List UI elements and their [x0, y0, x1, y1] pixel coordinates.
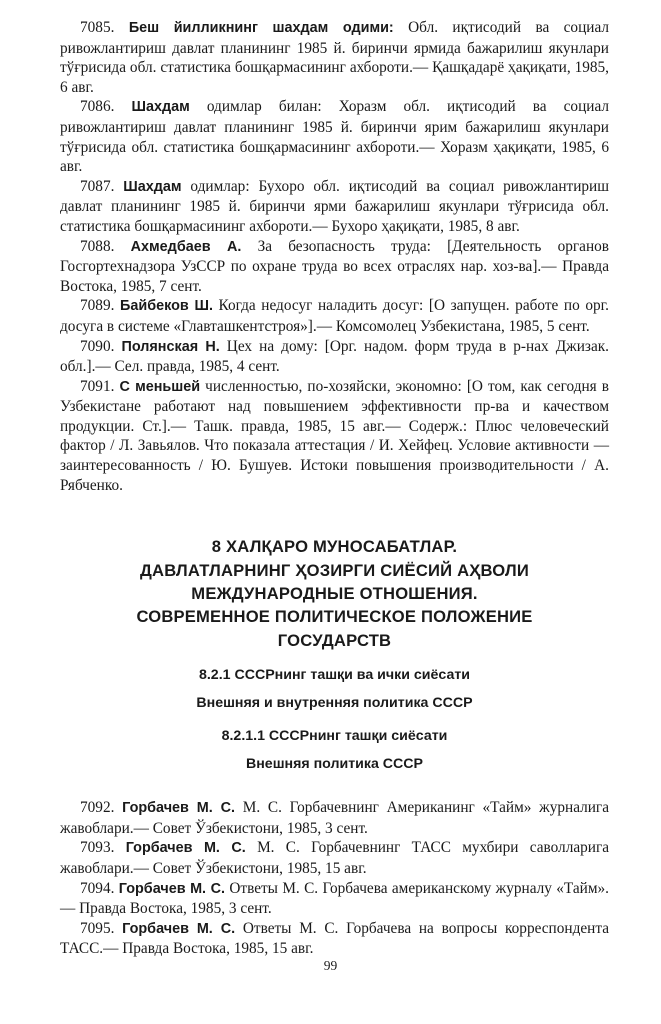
section-heading-line: 8 ХАЛҚАРО МУНОСАБАТЛАР. [211, 537, 458, 557]
entry-number: 7085. [80, 19, 115, 36]
entry-text: Ответы М. С. Горбачева американскому журналу «Тайм».— Правда Востока, 1985, 3 сент. [60, 879, 609, 918]
section-heading-line: МЕЖДУНАРОДНЫЕ ОТНОШЕНИЯ. [191, 584, 478, 604]
bibliography-entry [60, 296, 609, 336]
section-heading-line: ГОСУДАРСТВ [277, 630, 392, 650]
entry-text: За безопасность труда: [Деятельность органов Госгортехнадзора УзССР по охране труда во всех отраслях нар. хоз-ва].— Правда Востока, 1985, 7 сент. [60, 237, 609, 295]
section-heading-line: СОВРЕМЕННОЕ ПОЛИТИЧЕСКОЕ ПОЛОЖЕНИЕ [136, 607, 533, 627]
entry-number: 7091. [80, 377, 115, 395]
entry-author: Горбачев М. С. [122, 920, 236, 937]
bibliography-entry [60, 838, 609, 878]
entry-author: Горбачев М. С. [125, 840, 246, 857]
bibliography-entry [60, 919, 609, 959]
entry-text: Обл. иқтисодий ва социал ривожлантириш давлат планининг 1985 й. биринчи ярмида бажарилиш якунлари тўғрисида обл. статистика бошқармасининг ахбороти.— Қашқадарё ҳақиқати, 1985, 6 авг. [60, 19, 609, 96]
subsection-heading-ru: Внешняя и внутренняя политика СССР [196, 695, 473, 712]
entry-author: Полянская Н. [121, 338, 220, 355]
subsubsection-heading-uz: 8.2.1.1 СССРнинг ташқи сиёсати [221, 728, 448, 745]
entry-author: Горбачев М. С. [122, 800, 236, 817]
entry-text: Цех на дому: [Орг. надом. форм труда в р-нах Джизак. обл.].— Сел. правда, 1985, 4 сент. [60, 337, 609, 376]
entry-number: 7093. [80, 839, 115, 857]
entry-number: 7089. [80, 297, 115, 315]
entry-author: Горбачев М. С. [118, 880, 225, 897]
bibliography-entry [60, 377, 609, 496]
bibliography-entry [60, 97, 609, 176]
entry-text: М. С. Горбачевнинг Американинг «Тайм» журналига жавоблари.— Совет Ўзбекистони, 1985, 3 сент. [60, 799, 609, 837]
entry-number: 7095. [80, 919, 115, 937]
bibliography-entry [60, 337, 609, 377]
entry-text: Ответы М. С. Горбачева на вопросы корреспондента ТАСС.— Правда Востока, 1985, 15 авг. [60, 919, 610, 958]
entry-text: одимлар билан: Хоразм обл. иқтисодий ва социал ривожлантириш давлат планининг 1985 й. биринчи ярим бажарилиш якунлари тўғрисида обл. статистика бошқармасининг ахбороти.— Хоразм ҳақиқати, 1985, 6 авг. [60, 98, 610, 176]
entry-author: Шахдам [123, 178, 182, 195]
bibliography-entry [60, 18, 609, 97]
entries-top [60, 18, 609, 495]
section-heading-line: ДАВЛАТЛАРНИНГ ҲОЗИРГИ СИЁСИЙ АҲВОЛИ [140, 560, 529, 580]
entry-author: Ахмедбаев А. [130, 238, 242, 255]
entry-text: численностью, по-хозяйски, экономно: [О том, как сегодня в Узбекистане работают над повышением эффективности пр-ва и качеством продукции. Ст.].— Ташк. правда, 1985, 15 авг.— Содерж.: Плюс человеческий фактор / Л. Завьялов. Что показала аттестация / И. Хейфец. Условие активности — заинтересованность / Ю. Бушуев. Истоки повышения производительности / А. Рябченко. [60, 377, 609, 494]
subsection-heading-uz: 8.2.1 СССРнинг ташқи ва ички сиёсати [198, 667, 471, 684]
subsubsection-heading-ru: Внешняя политика СССР [245, 756, 424, 773]
entry-text: Когда недосуг наладить досуг: [О запущен. работе по орг. досуга в системе «Главташкентстроя»].— Комсомолец Узбекистана, 1985, 5 сент. [60, 297, 609, 335]
bibliography-entry [60, 237, 609, 297]
entry-author: С меньшей [119, 378, 201, 395]
page-number: 99 [323, 958, 338, 973]
entry-number: 7090. [80, 337, 115, 355]
entry-author: Беш йилликнинг шахдам одими: [128, 20, 394, 36]
entry-text: одимлар: Бухоро обл. иқтисодий ва социал ривожлантириш давлат планининг 1985 й. биринчи ярми бажарилиш якунлари тўғрисида обл. статистика бошқармасининг ахбороти.— Бухоро ҳақиқати, 1985, 8 авг. [60, 177, 609, 235]
entry-number: 7086. [80, 98, 115, 116]
entries-bottom [60, 798, 609, 959]
bibliography-entry [60, 879, 609, 919]
entry-author: Шахдам [131, 99, 190, 116]
entry-text: М. С. Горбачевнинг ТАСС мухбири саволларига жавоблари.— Совет Ўзбекистони, 1985, 15 авг. [60, 839, 610, 878]
entry-number: 7094. [80, 879, 115, 897]
entry-author: Байбеков Ш. [120, 298, 213, 315]
bibliography-entry [60, 177, 609, 237]
entry-number: 7087. [80, 177, 115, 195]
bibliography-entry [60, 798, 609, 838]
section-heading [60, 535, 609, 774]
entry-number: 7088. [80, 237, 115, 255]
entry-number: 7092. [80, 799, 115, 817]
